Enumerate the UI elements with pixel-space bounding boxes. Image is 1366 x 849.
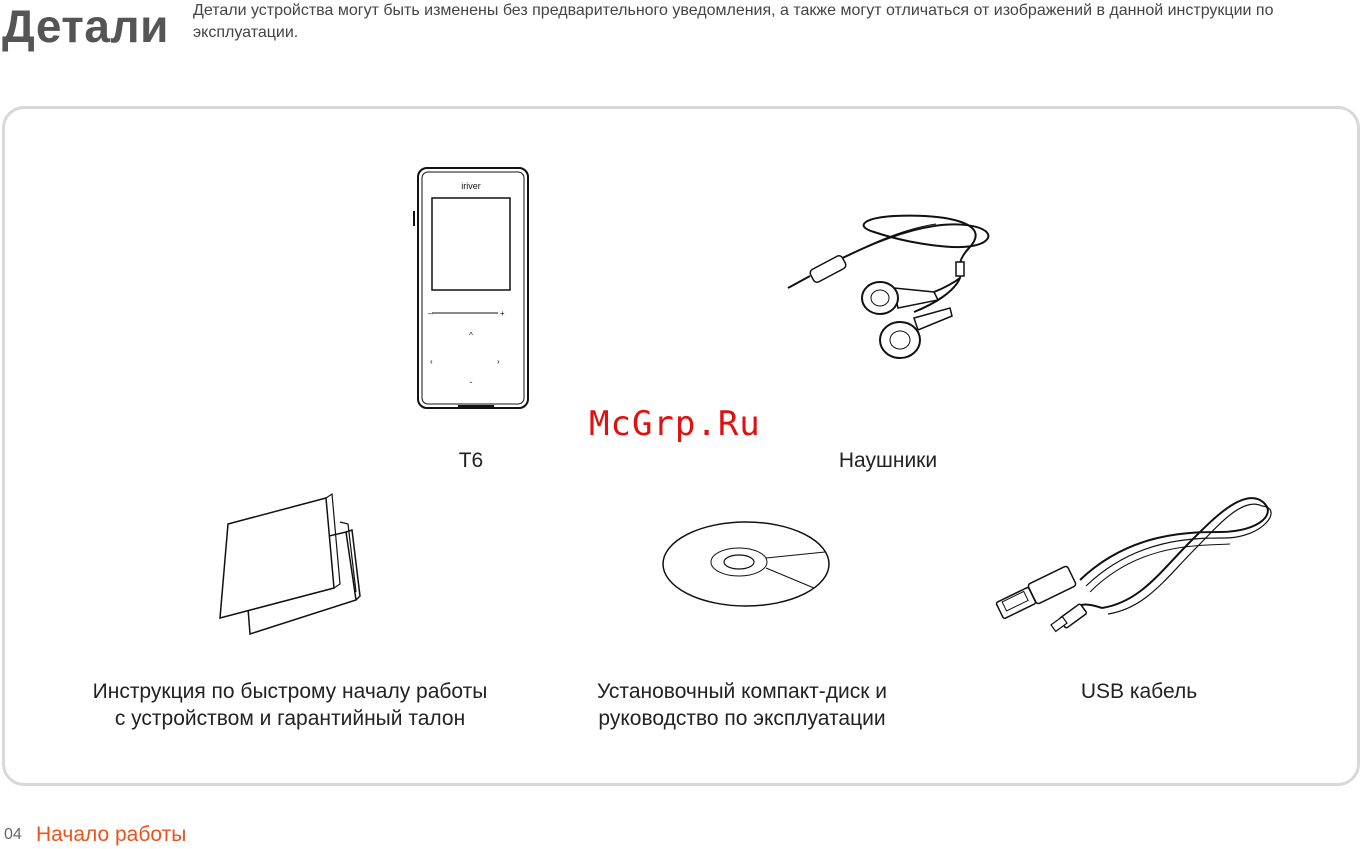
watermark: McGrp.Ru: [589, 404, 761, 444]
manual-label-line2: с устройством и гарантийный талон: [114, 707, 466, 730]
svg-text:‹: ‹: [430, 357, 433, 366]
mp3-player-icon: [408, 166, 532, 412]
svg-text:›: ›: [497, 357, 500, 366]
svg-text:ˇ: ˇ: [469, 381, 473, 390]
usb-label: USB кабель: [1080, 680, 1198, 703]
manual-label-line1: Инструкция по быстрому началу работы: [92, 680, 488, 703]
earphones-label: Наушники: [838, 449, 938, 472]
usb-cable-icon: [990, 492, 1280, 642]
player-brand: iriver: [461, 181, 481, 191]
cd-label-line2: руководство по эксплуатации: [598, 707, 886, 730]
page-title: Детали: [2, 0, 169, 52]
svg-text:–: –: [428, 309, 433, 318]
intro-text: Детали устройства могут быть изменены без предварительного уведомления, а также могут отличаться от изображений в данной инструкции по эксплуатации.: [193, 2, 1274, 41]
booklet-icon: [216, 492, 366, 638]
page-number: 04: [4, 826, 22, 843]
earphones-icon: [784, 212, 998, 368]
cd-icon: [660, 518, 832, 610]
manual-label: [56, 678, 524, 732]
section-title: Начало работы: [36, 823, 187, 846]
svg-text:^: ^: [469, 331, 473, 340]
svg-text:+: +: [500, 309, 505, 318]
cd-label-line1: Установочный компакт-диск и: [597, 680, 887, 703]
cd-label: [566, 678, 918, 732]
player-label: T6: [458, 449, 484, 472]
